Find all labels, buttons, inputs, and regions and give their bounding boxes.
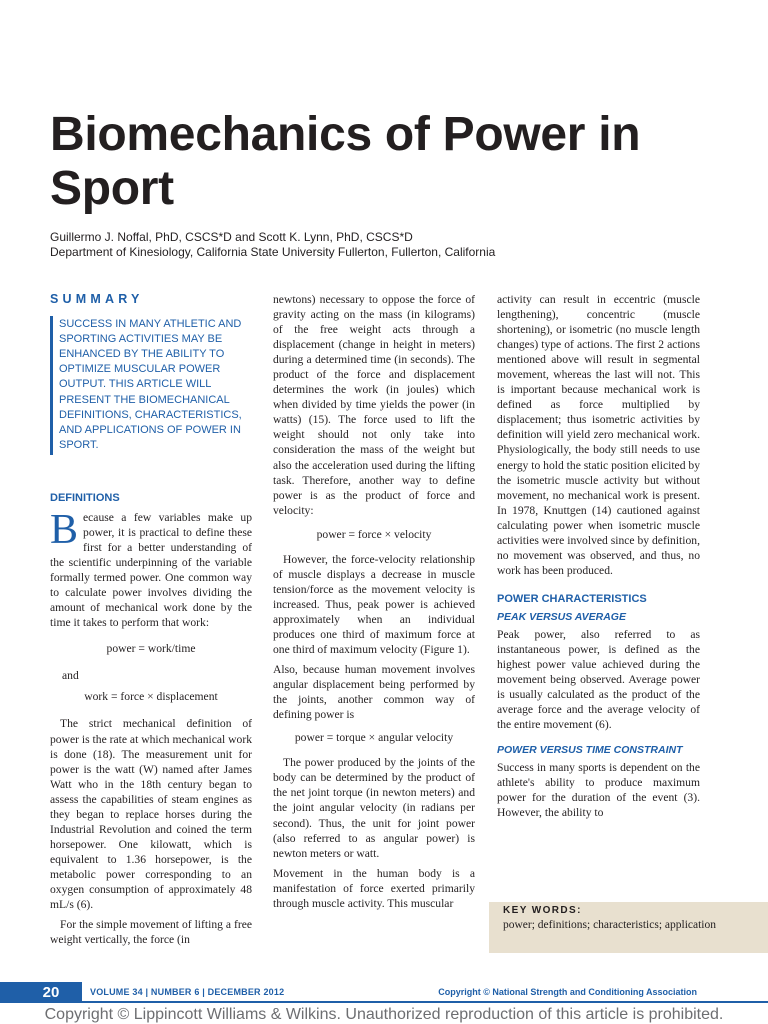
summary-text: SUCCESS IN MANY ATHLETIC AND SPORTING ACTIVITIES MAY BE ENHANCED BY THE ABILITY TO OPTIMIZE MUSCULAR POWER OUTPUT. THIS ARTICLE WILL PRESENT THE BIOMECHANICAL DEFINITIONS, CHARACTERISTICS, AND APPLICATIONS OF POWER IN SPORT. <box>50 316 252 455</box>
footer-rule <box>0 1001 768 1003</box>
col3-paragraph-3: Success in many sports is dependent on the athlete's ability to produce maximum power for the duration of the event (3). However, the ability to <box>497 761 700 820</box>
equation-power-force-velocity: power = force × velocity <box>316 527 432 541</box>
author-affiliation: Department of Kinesiology, California State University Fullerton, Fullerton, California <box>50 245 496 259</box>
col2-paragraph-3: Also, because human movement involves angular displacement being performed by the joints, another common way of defining power is <box>273 663 475 722</box>
page-number: 20 <box>0 982 82 1003</box>
equation-power-torque: power = torque × angular velocity <box>294 731 454 745</box>
keywords-box <box>489 902 768 953</box>
keywords-heading: KEY WORDS: <box>503 905 582 916</box>
definitions-heading: DEFINITIONS <box>50 491 120 504</box>
drop-cap: B <box>50 506 79 553</box>
keywords-text: power; definitions; characteristics; application <box>503 919 716 931</box>
definitions-paragraph-3: For the simple movement of lifting a free weight vertically, the force (in <box>50 918 252 947</box>
col2-paragraph-5: Movement in the human body is a manifestation of force exerted primarily through muscle activity. This muscular <box>273 866 475 910</box>
equation-work-force-displacement: work = force × displacement <box>84 690 218 704</box>
column-1 <box>50 292 252 947</box>
and-text: and <box>62 669 79 683</box>
copyright-watermark: Copyright © Lippincott Williams & Wilkins. Unauthorized reproduction of this article is prohibited. <box>44 1006 724 1023</box>
peak-vs-average-subheading: PEAK VERSUS AVERAGE <box>497 610 626 623</box>
footer-copyright: Copyright © National Strength and Conditioning Association <box>438 987 697 997</box>
summary-heading: SUMMARY <box>50 292 144 306</box>
col2-paragraph-2: However, the force-velocity relationship of muscle displays a decrease in muscle tension/force as the movement velocity is increased. Thus, peak power is achieved approximately when an individual produces one third of maximum force at one third of maximum velocity (Figure 1). <box>273 552 475 657</box>
definitions-paragraph-2: The strict mechanical definition of power is the rate at which mechanical work is done (18). The measurement unit for power is the watt (W) named after James Watt who in the 18th century began to assess the capabilities of steam engines as they began to replace horses during the Industrial Revolution and coined the term horsepower. One kilowatt, which is equivalent to 1.36 horsepower, is the metabolic power corresponding to an oxygen consumption of approximately 48 mL/s (6). <box>50 717 252 912</box>
author-block <box>50 230 740 260</box>
article-title: Biomechanics of Power in Sport <box>50 108 641 215</box>
col3-paragraph-2: Peak power, also referred to as instantaneous power, is defined as the highest power value achieved during the movement being observed. Average power is usually calculated as the product of the average force and the average velocity of the entire movement (6). <box>497 627 700 732</box>
equation-power-work-time: power = work/time <box>106 642 196 656</box>
column-3 <box>497 292 700 820</box>
col2-paragraph-4: The power produced by the joints of the body can be determined by the product of the net joint torque (in newton meters) and the joint angular velocity (in radians per second). Thus, the unit for joint power (also referred to as angular power) is newton meters or watt. <box>273 756 475 860</box>
col2-paragraph-1: newtons) necessary to oppose the force of gravity acting on the mass (in kilograms) of the free weight acts through a displacement (change in height in meters) during a determined time (in seconds). The product of the force and displacement determines the work (in joules) which when divided by time yields the power (in watts) (15). The force used to lift the weight should not only take into consideration the mass of the weight but also the acceleration used during the lifting task. Therefore, another way to define power is as the product of force and velocity: <box>273 293 475 517</box>
col3-paragraph-1: activity can result in eccentric (muscle lengthening), concentric (muscle shortening), or isometric (no muscle length changes) type of actions. The first 2 actions mentioned above will result in segmental movement, whereas the last will not. This is important because mechanical work is defined as force multiplied by displacement; thus isometric activities by definition will yield zero mechanical work. Physiologically, the body still needs to use energy to hold the static position elicited by the isometric muscle activity but without movement, no mechanical work is present. In 1978, Knuttgen (14) cautioned against calculating power when isometric muscle activities were involved since by definition, no movement was observed, and thus, no work has been produced. <box>497 293 700 577</box>
power-vs-time-subheading: POWER VERSUS TIME CONSTRAINT <box>497 744 683 757</box>
power-characteristics-heading: POWER CHARACTERISTICS <box>497 592 647 605</box>
author-names: Guillermo J. Noffal, PhD, CSCS*D and Scott K. Lynn, PhD, CSCS*D <box>50 230 413 244</box>
column-2 <box>273 292 475 911</box>
footer-volume: VOLUME 34 | NUMBER 6 | DECEMBER 2012 <box>90 987 285 997</box>
definitions-paragraph-1: Because a few variables make up power, it is practical to define these first for a better understanding of the scientific underpinning of the variable formally termed power. One common way to calculate power involves dividing the amount of mechanical work done by the time it takes to perform that work: <box>50 506 252 630</box>
